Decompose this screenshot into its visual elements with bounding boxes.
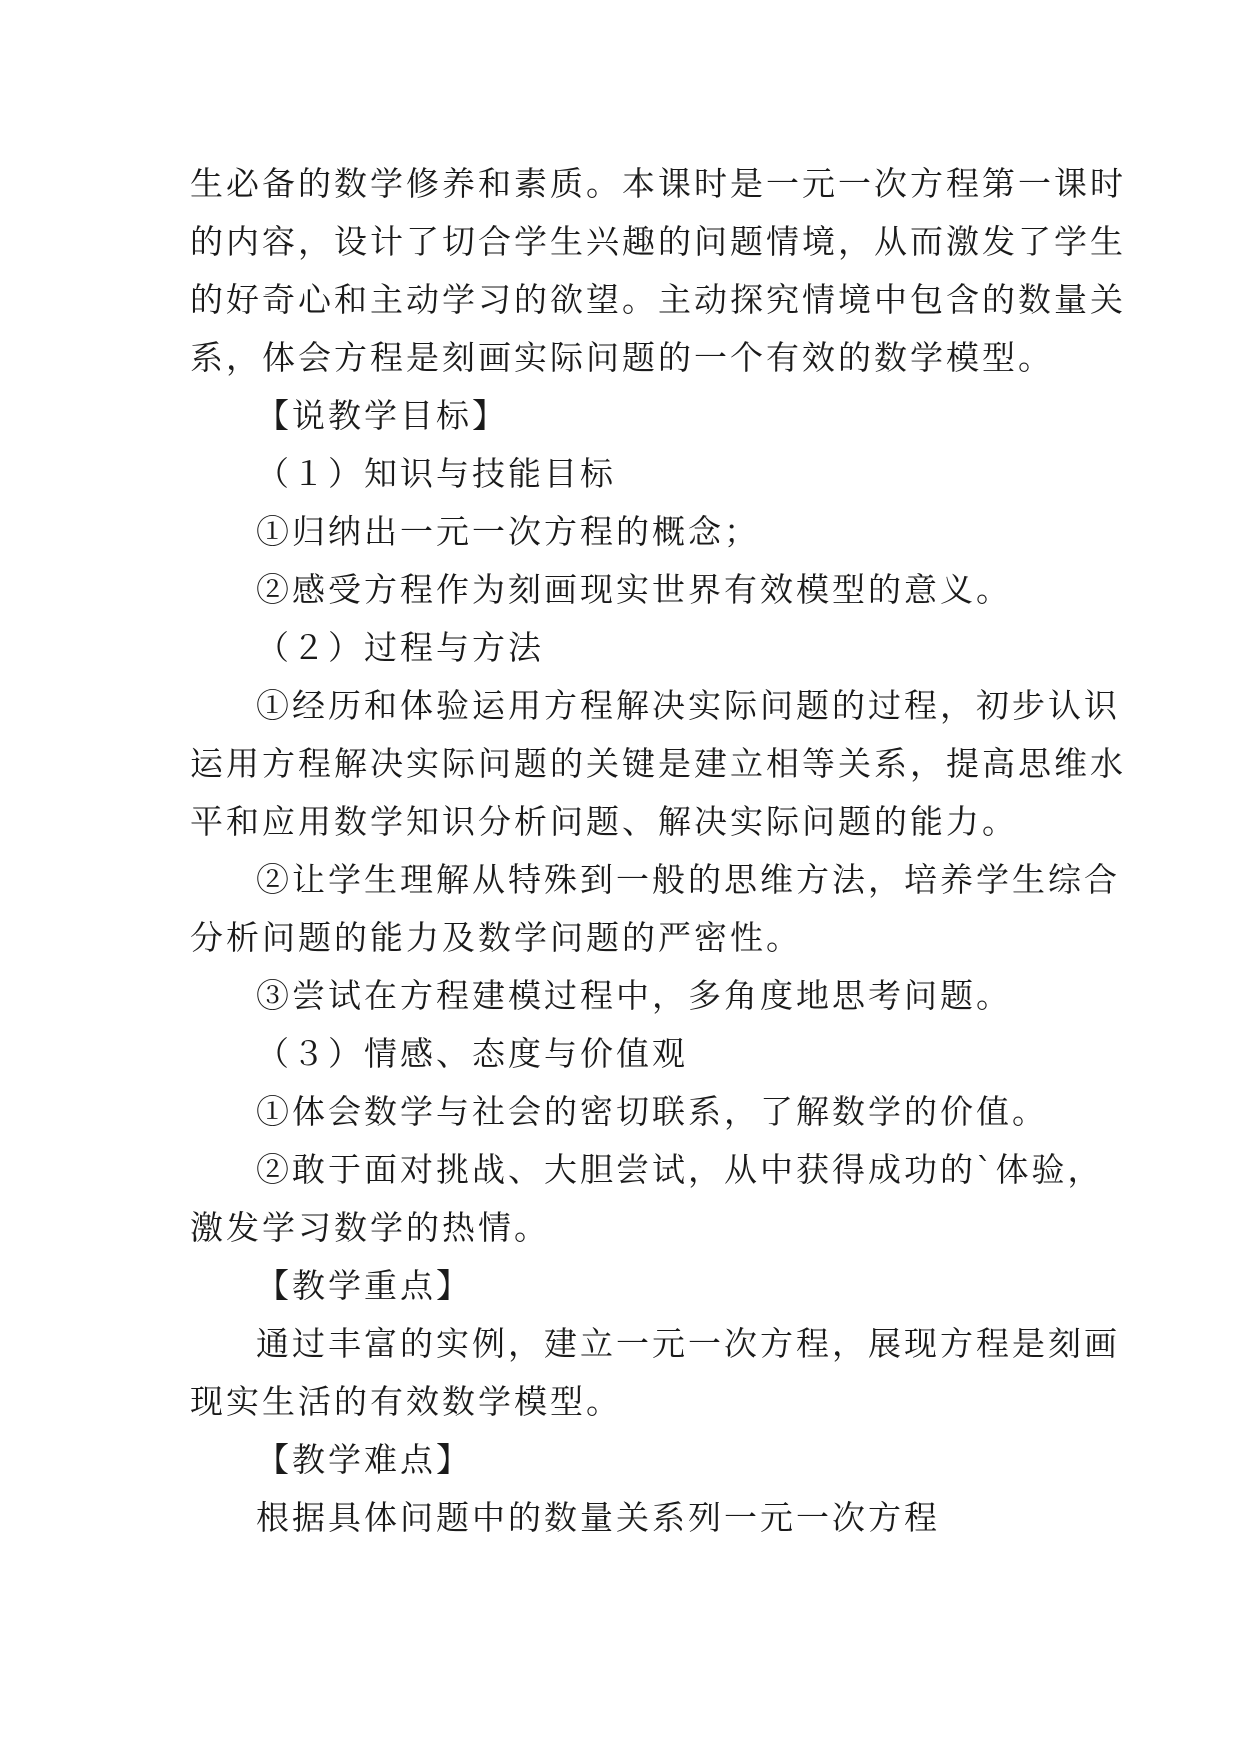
text-line: 系，体会方程是刻画实际问题的一个有效的数学模型。	[190, 338, 1054, 377]
subsection-heading: （３）情感、态度与价值观	[256, 1034, 688, 1073]
text-line: 的内容，设计了切合学生兴趣的问题情境，从而激发了学生	[190, 222, 1126, 261]
text-line: 的好奇心和主动学习的欲望。主动探究情境中包含的数量关	[190, 280, 1126, 319]
list-item: ②让学生理解从特殊到一般的思维方法，培养学生综合	[256, 860, 1120, 899]
text-line: 现实生活的有效数学模型。	[190, 1382, 622, 1421]
text-line: 分析问题的能力及数学问题的严密性。	[190, 918, 802, 957]
list-item: ①体会数学与社会的密切联系，了解数学的价值。	[256, 1092, 1048, 1131]
list-item: ①经历和体验运用方程解决实际问题的过程，初步认识	[256, 686, 1120, 725]
list-item: ③尝试在方程建模过程中，多角度地思考问题。	[256, 976, 1012, 1015]
body-text	[190, 155, 1126, 1547]
list-item: ①归纳出一元一次方程的概念；	[256, 512, 760, 551]
text-line: 运用方程解决实际问题的关键是建立相等关系，提高思维水	[190, 744, 1126, 783]
section-heading: 【教学难点】	[256, 1440, 472, 1479]
paragraph-line: 通过丰富的实例，建立一元一次方程，展现方程是刻画	[256, 1324, 1120, 1363]
text-line: 生必备的数学修养和素质。本课时是一元一次方程第一课时	[190, 164, 1126, 203]
section-heading: 【说教学目标】	[256, 396, 508, 435]
text-line: 平和应用数学知识分析问题、解决实际问题的能力。	[190, 802, 1018, 841]
subsection-heading: （１）知识与技能目标	[256, 454, 616, 493]
text-line: 激发学习数学的热情。	[190, 1208, 550, 1247]
subsection-heading: （２）过程与方法	[256, 628, 544, 667]
section-heading: 【教学重点】	[256, 1266, 472, 1305]
paragraph-line: 根据具体问题中的数量关系列一元一次方程	[256, 1498, 940, 1537]
list-item: ②敢于面对挑战、大胆尝试，从中获得成功的`体验，	[256, 1150, 1104, 1189]
list-item: ②感受方程作为刻画现实世界有效模型的意义。	[256, 570, 1012, 609]
